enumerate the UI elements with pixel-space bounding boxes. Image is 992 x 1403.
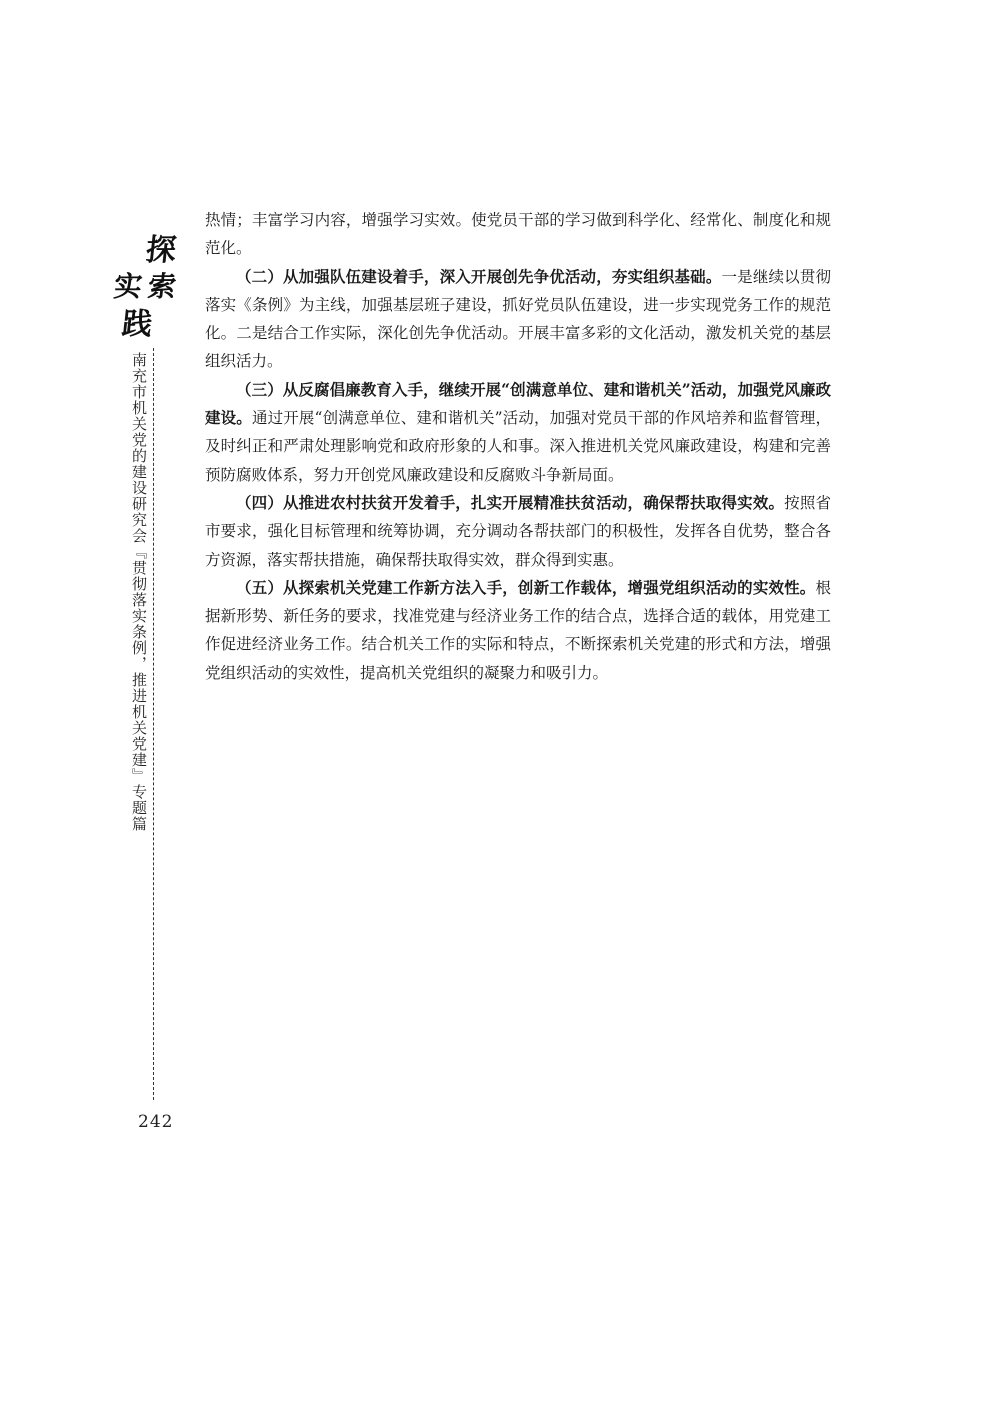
series-title: 南充市机关党的建设研究会『贯彻落实条例，推进机关党建』专题篇	[130, 352, 148, 832]
paragraph-text: 按照省市要求，强化目标管理和统筹协调，充分调动各帮扶部门的积极性，发挥各自优势，整合各方资源，落实帮扶措施，确保帮扶取得实效，群众得到实惠。	[205, 493, 831, 569]
paragraph-heading: （四）从推进农村扶贫开发着手，扎实开展精准扶贫活动，确保帮扶取得实效。	[236, 492, 785, 512]
paragraph-text: 热情；丰富学习内容，增强学习实效。使党员干部的学习做到科学化、经常化、制度化和规范化。	[205, 211, 831, 258]
page-number: 242	[138, 1112, 174, 1132]
paragraph-continuation	[205, 206, 831, 263]
title-char-tan: 探	[144, 233, 178, 268]
paragraph-heading: （三）从反腐倡廉教育入手，继续开展“创满意单位、建和谐机关”活动，加强党风廉政建设。	[205, 379, 831, 428]
paragraph-poverty-alleviation	[205, 489, 831, 574]
paragraph-new-methods	[205, 574, 831, 687]
title-char-jian: 践	[120, 307, 154, 342]
title-char-shi: 实	[112, 270, 144, 303]
paragraph-text: 一是继续以贯彻落实《条例》为主线，加强基层班子建设，抓好党员队伍建设，进一步实现党务工作的规范化。二是结合工作实际，深化创先争优活动。开展丰富多彩的文化活动，激发机关党的基层组织活力。	[205, 267, 831, 371]
paragraph-heading: （二）从加强队伍建设着手，深入开展创先争优活动，夯实组织基础。	[236, 266, 722, 286]
paragraph-anti-corruption	[205, 376, 831, 489]
margin-dashed-divider	[153, 348, 154, 1100]
section-calligraphy-title	[112, 233, 182, 346]
paragraph-text: 通过开展“创满意单位、建和谐机关”活动，加强对党员干部的作风培养和监督管理，及时纠正和严肃处理影响党和政府形象的人和事。深入推进机关党风廉政建设，构建和完善预防腐败体系，努力开创党风廉政建设和反腐败斗争新局面。	[205, 409, 831, 484]
paragraph-heading: （五）从探索机关党建工作新方法入手，创新工作载体，增强党组织活动的实效性。	[236, 577, 816, 597]
paragraph-text: 根据新形势、新任务的要求，找准党建与经济业务工作的结合点，选择合适的载体，用党建工作促进经济业务工作。结合机关工作的实际和特点，不断探索机关党建的形式和方法，增强党组织活动的实效性，提高机关党组织的凝聚力和吸引力。	[205, 578, 831, 682]
body-text	[205, 206, 831, 687]
title-char-suo: 索	[146, 270, 178, 303]
paragraph-team-building	[205, 263, 831, 376]
